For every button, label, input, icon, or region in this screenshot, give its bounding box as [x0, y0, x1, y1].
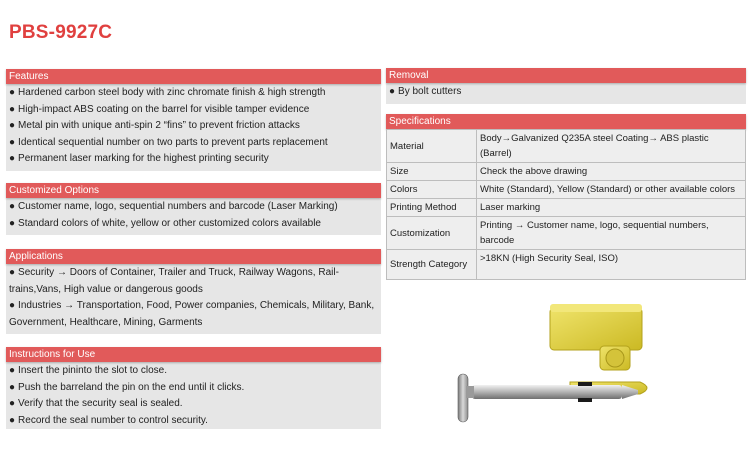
removal-section: [386, 68, 746, 104]
bullet-icon: ●: [9, 87, 16, 98]
removal-item: ● By bolt cutters: [389, 86, 462, 97]
table-row: [387, 163, 746, 181]
feature-item: ● Permanent laser marking for the highest printing security: [9, 153, 269, 165]
spec-key: Printing Method: [387, 199, 477, 217]
application-item: ● Industries → Transportation, Food, Power companies, Chemicals, Military, Bank, Government, Healthcare, Mining, Garments: [9, 300, 375, 328]
instruction-item: ● Verify that the security seal is sealed.: [9, 398, 183, 410]
spec-value: White (Standard), Yellow (Standard) or other available colors: [477, 181, 746, 199]
table-row: [387, 217, 746, 250]
customized-section: [6, 183, 381, 235]
bullet-icon: ●: [9, 120, 16, 132]
instruction-item: ● Push the barreland the pin on the end until it clicks.: [9, 381, 245, 393]
spec-value: Check the above drawing: [477, 163, 746, 181]
bullet-icon: ●: [9, 201, 16, 212]
features-header: Features: [6, 69, 381, 84]
bullet-icon: ●: [9, 381, 16, 393]
customized-header: Customized Options: [6, 183, 381, 198]
spec-key: Strength Category: [387, 250, 477, 280]
table-row: [387, 250, 746, 280]
spec-key: Size: [387, 163, 477, 181]
feature-item: ● Hardened carbon steel body with zinc chromate finish & high strength: [9, 87, 326, 98]
specifications-section: [386, 114, 746, 129]
feature-item: ● High-impact ABS coating on the barrel for visible tamper evidence: [9, 103, 310, 115]
bullet-icon: ●: [9, 414, 16, 426]
spec-value: >18KN (High Security Seal, ISO): [477, 250, 746, 280]
table-row: [387, 199, 746, 217]
applications-section: [6, 249, 381, 334]
bullet-icon: ●: [9, 136, 16, 148]
customized-item: ● Customer name, logo, sequential numbers and barcode (Laser Marking): [9, 201, 338, 212]
spec-value: Body→Galvanized Q235A steel Coating→ ABS plastic (Barrel): [477, 130, 746, 163]
spec-key: Customization: [387, 217, 477, 250]
spec-value: Printing → Customer name, logo, sequential numbers, barcode: [477, 217, 746, 250]
customized-item: ● Standard colors of white, yellow or other customized colors available: [9, 217, 321, 229]
specifications-header: Specifications: [386, 114, 746, 129]
application-item: ● Security → Doors of Container, Trailer and Truck, Railway Wagons, Rail-trains,Vans, High value or dangerous goods: [9, 267, 339, 295]
instructions-section: [6, 347, 381, 429]
spec-key: Material: [387, 130, 477, 163]
instruction-item: ● Insert the pininto the slot to close.: [9, 365, 168, 376]
table-row: [387, 181, 746, 199]
specifications-table: [386, 129, 746, 280]
feature-item: ● Identical sequential number on two parts to prevent parts replacement: [9, 136, 328, 148]
bullet-icon: ●: [9, 103, 16, 115]
bullet-icon: ●: [9, 217, 16, 229]
spec-value: Laser marking: [477, 199, 746, 217]
bullet-icon: ●: [9, 365, 16, 376]
instruction-item: ● Record the seal number to control security.: [9, 414, 208, 426]
removal-header: Removal: [386, 68, 746, 83]
bullet-icon: ●: [9, 153, 16, 165]
features-section: [6, 69, 381, 171]
instructions-header: Instructions for Use: [6, 347, 381, 362]
feature-item: ● Metal pin with unique anti-spin 2 “fins” to prevent friction attacks: [9, 120, 300, 132]
spec-key: Colors: [387, 181, 477, 199]
bullet-icon: ●: [9, 300, 16, 312]
table-row: [387, 130, 746, 163]
product-title: PBS-9927C: [9, 22, 113, 43]
bullet-icon: ●: [9, 398, 16, 410]
bolt-seal-image: [440, 300, 670, 425]
bullet-icon: ●: [9, 267, 16, 278]
bullet-icon: ●: [389, 86, 396, 97]
applications-header: Applications: [6, 249, 381, 264]
